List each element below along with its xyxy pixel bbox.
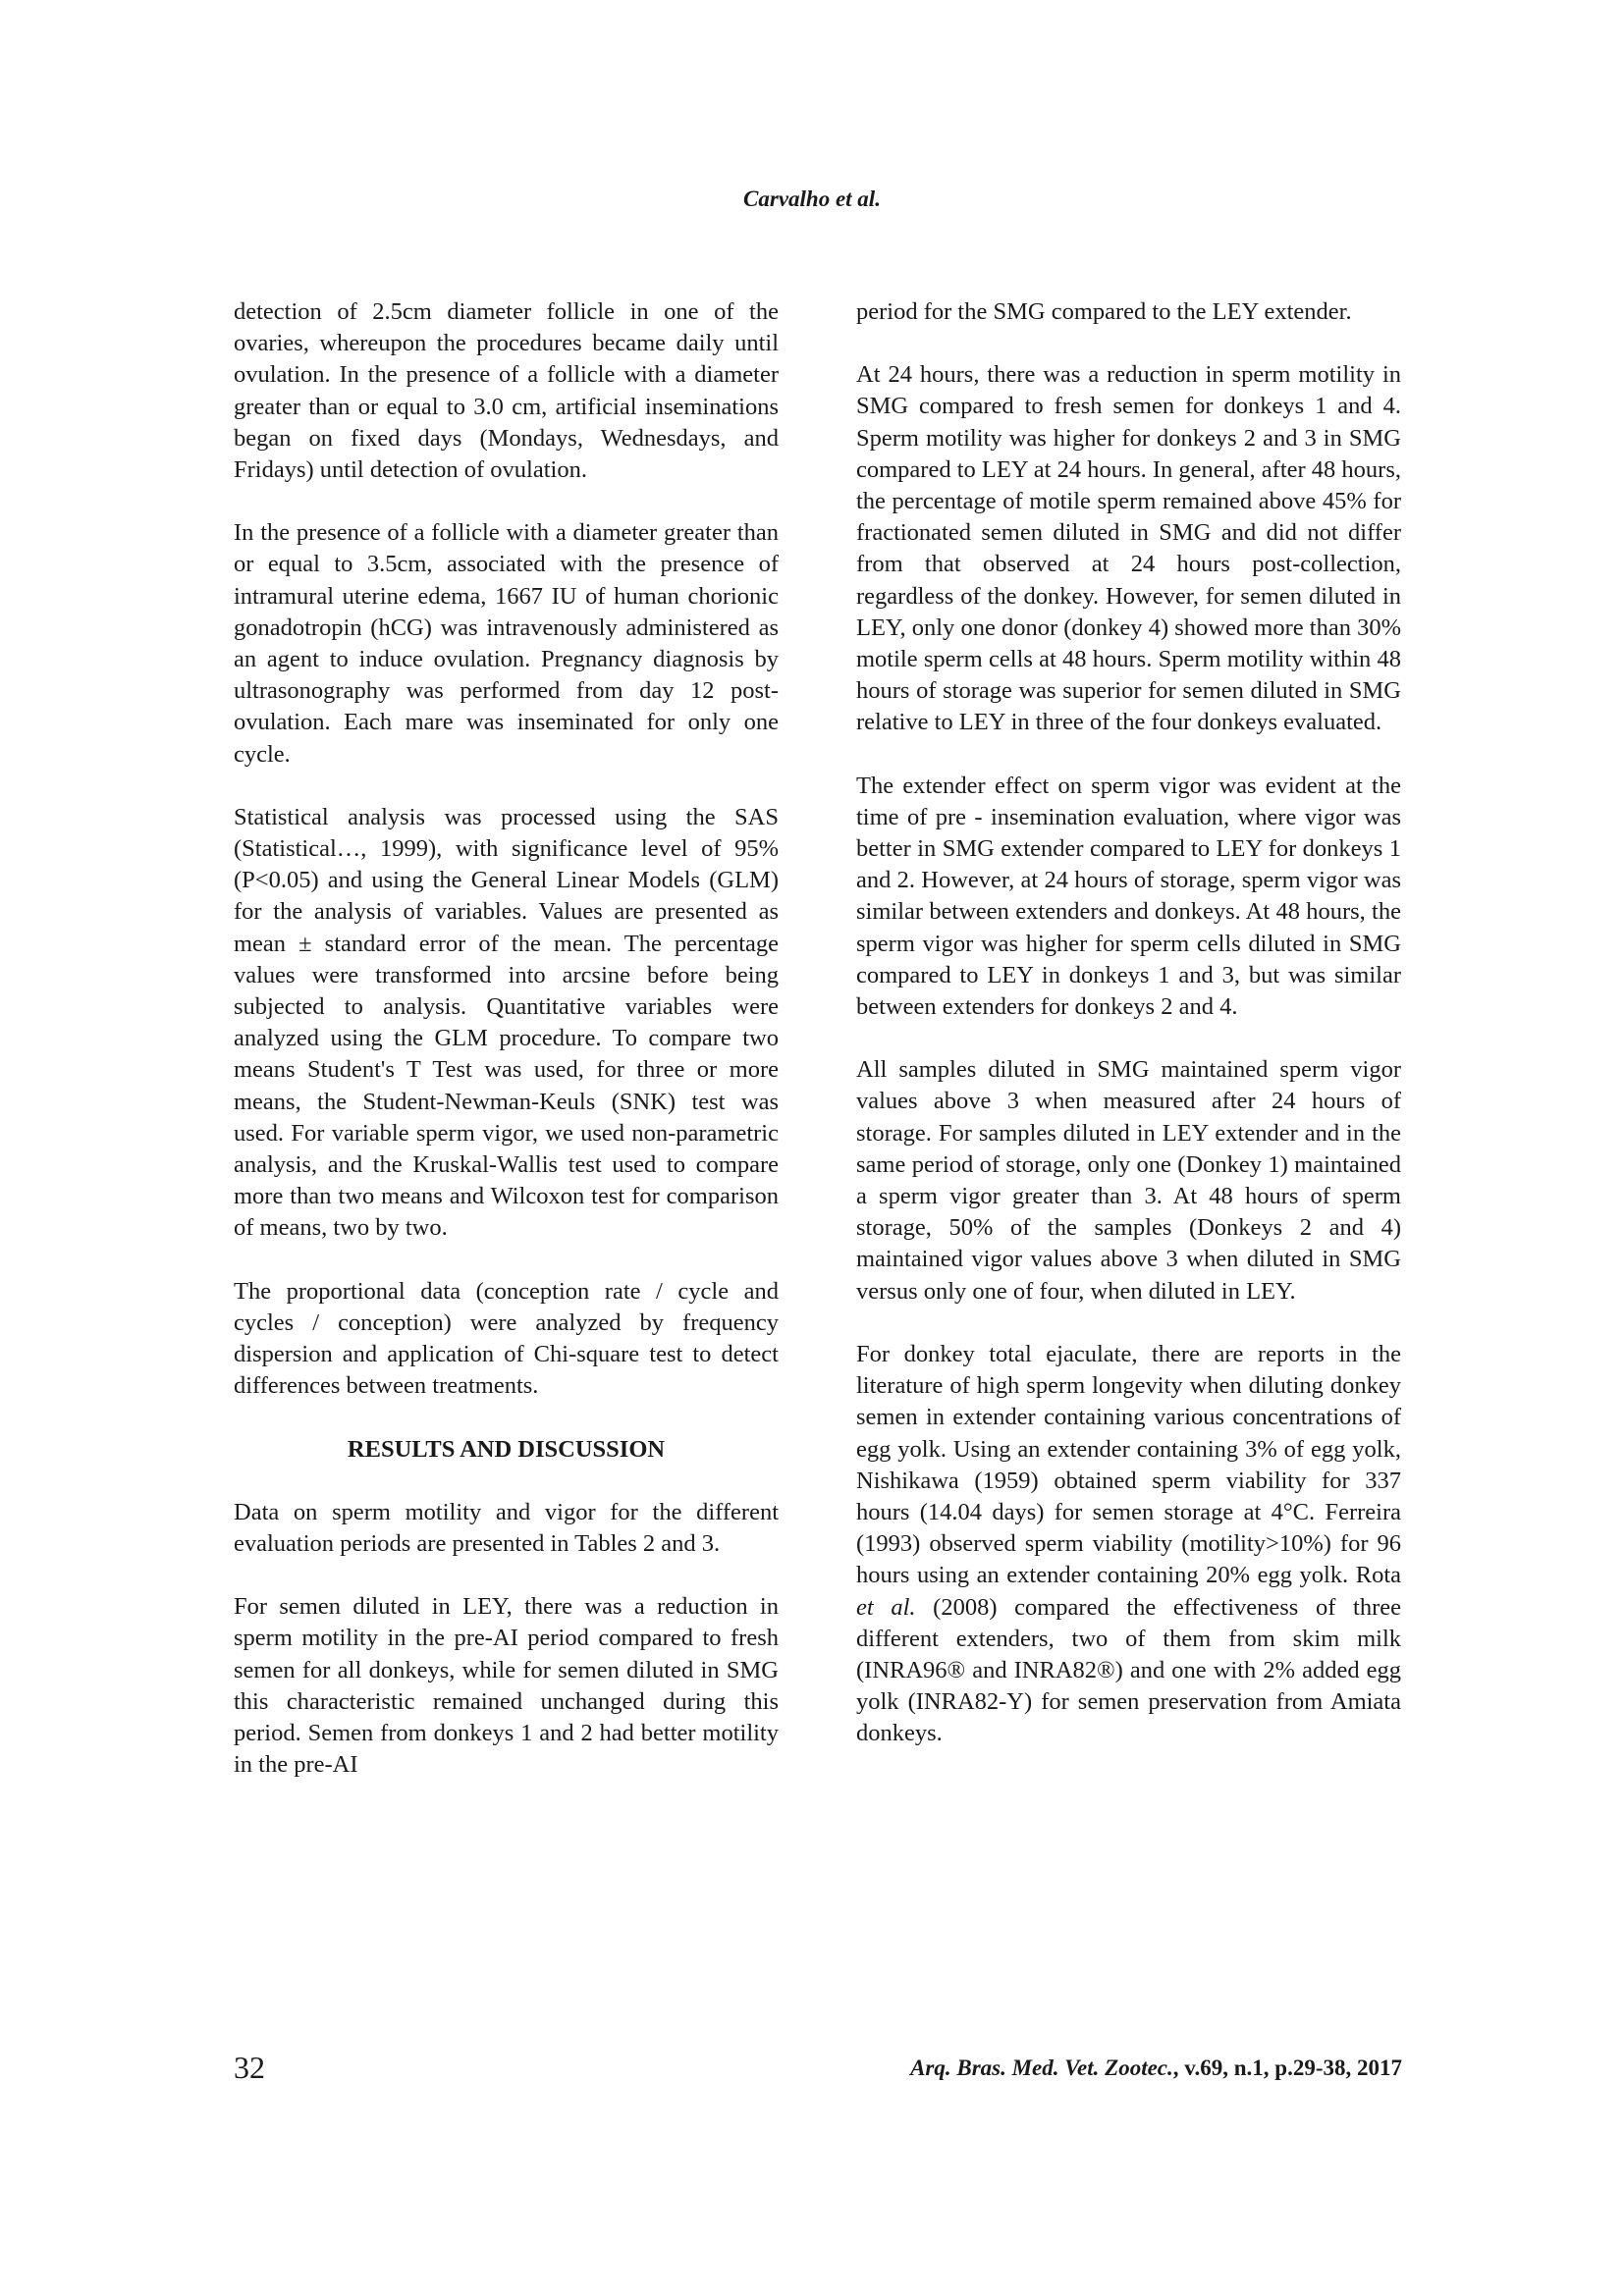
paragraph-text: (2008) compared the effectiveness of three different extenders, two of them from skim milk (INRA96® and INRA82®) and one with 2% added egg yolk (INRA82-Y) for semen preservation from Amiata donkeys. <box>856 1593 1401 1747</box>
section-heading: RESULTS AND DISCUSSION <box>347 1435 666 1463</box>
italic-text: et al. <box>856 1593 916 1621</box>
paragraph: The proportional data (conception rate / cycle and cycles / conception) were analyzed by frequency dispersion and application of Chi-square test to detect differences between treatments. <box>234 1277 779 1400</box>
citation-details: , v.69, n.1, p.29-38, 2017 <box>1172 2056 1402 2080</box>
paragraph <box>856 1339 1401 1750</box>
right-column <box>856 296 1401 1782</box>
left-column <box>234 296 779 1812</box>
paragraph: For semen diluted in LEY, there was a reduction in sperm motility in the pre-AI period compared to fresh semen for all donkeys, while for semen diluted in SMG this characteristic remained unchanged during this period. Semen from donkeys 1 and 2 had better motility in the pre-AI <box>234 1593 779 1779</box>
page-number: 32 <box>234 2050 265 2085</box>
paragraph: Statistical analysis was processed using the SAS (Statistical…, 1999), with significance level of 95% (P<0.05) and using the General Linear Models (GLM) for the analysis of variables. Values are presented as mean ± standard error of the mean. The percentage values were transformed into arcsine before being subjected to analysis. Quantitative variables were analyzed using the GLM procedure. To compare two means Student's T Test was used, for three or more means, the Student-Newman-Keuls (SNK) test was used. For variable sperm vigor, we used non-parametric analysis, and the Kruskal-Wallis test used to compare more than two means and Wilcoxon test for comparison of means, two by two. <box>234 803 779 1242</box>
paragraph: The extender effect on sperm vigor was evident at the time of pre - insemination evaluation, where vigor was better in SMG extender compared to LEY for donkeys 1 and 2. However, at 24 hours of storage, sperm vigor was similar between extenders and donkeys. At 48 hours, the sperm vigor was higher for sperm cells diluted in SMG compared to LEY in donkeys 1 and 3, but was similar between extenders for donkeys 2 and 4. <box>856 772 1401 1021</box>
paragraph: period for the SMG compared to the LEY extender. <box>856 298 1352 325</box>
paragraph-text: For donkey total ejaculate, there are reports in the literature of high sperm longevity when diluting donkey semen in extender containing various concentrations of egg yolk. Using an extender containing 3% of egg yolk, Nishikawa (1959) obtained sperm viability for 337 hours (14.04 days) for semen storage at 4°C. Ferreira (1993) observed sperm viability (motility>10%) for 96 hours using an extender containing 20% egg yolk. Rota <box>856 1340 1401 1589</box>
paragraph: Data on sperm motility and vigor for the different evaluation periods are presented in Tables 2 and 3. <box>234 1498 779 1557</box>
paragraph: At 24 hours, there was a reduction in sperm motility in SMG compared to fresh semen for donkeys 1 and 4. Sperm motility was higher for donkeys 2 and 3 in SMG compared to LEY at 24 hours. In general, after 48 hours, the percentage of motile sperm remained above 45% for fractionated semen diluted in SMG and did not differ from that observed at 24 hours post-collection, regardless of the donkey. However, for semen diluted in LEY, only one donor (donkey 4) showed more than 30% motile sperm cells at 48 hours. Sperm motility within 48 hours of storage was superior for semen diluted in SMG relative to LEY in three of the four donkeys evaluated. <box>856 361 1401 736</box>
journal-name: Arq. Bras. Med. Vet. Zootec. <box>910 2056 1173 2080</box>
paragraph: In the presence of a follicle with a diameter greater than or equal to 3.5cm, associated with the presence of intramural uterine edema, 1667 IU of human chorionic gonadotropin (hCG) was intravenously administered as an agent to induce ovulation. Pregnancy diagnosis by ultrasonography was performed from day 12 post-ovulation. Each mare was inseminated for only one cycle. <box>234 519 779 768</box>
journal-citation <box>910 2056 1402 2081</box>
paragraph: detection of 2.5cm diameter follicle in one of the ovaries, whereupon the procedures became daily until ovulation. In the presence of a follicle with a diameter greater than or equal to 3.0 cm, artificial inseminations began on fixed days (Mondays, Wednesdays, and Fridays) until detection of ovulation. <box>234 298 779 484</box>
running-head: Carvalho et al. <box>743 187 881 211</box>
paragraph: All samples diluted in SMG maintained sperm vigor values above 3 when measured after 24 hours of storage. For samples diluted in LEY extender and in the same period of storage, only one (Donkey 1) maintained a sperm vigor greater than 3. At 48 hours of sperm storage, 50% of the samples (Donkeys 2 and 4) maintained vigor values above 3 when diluted in SMG versus only one of four, when diluted in LEY. <box>856 1056 1401 1305</box>
